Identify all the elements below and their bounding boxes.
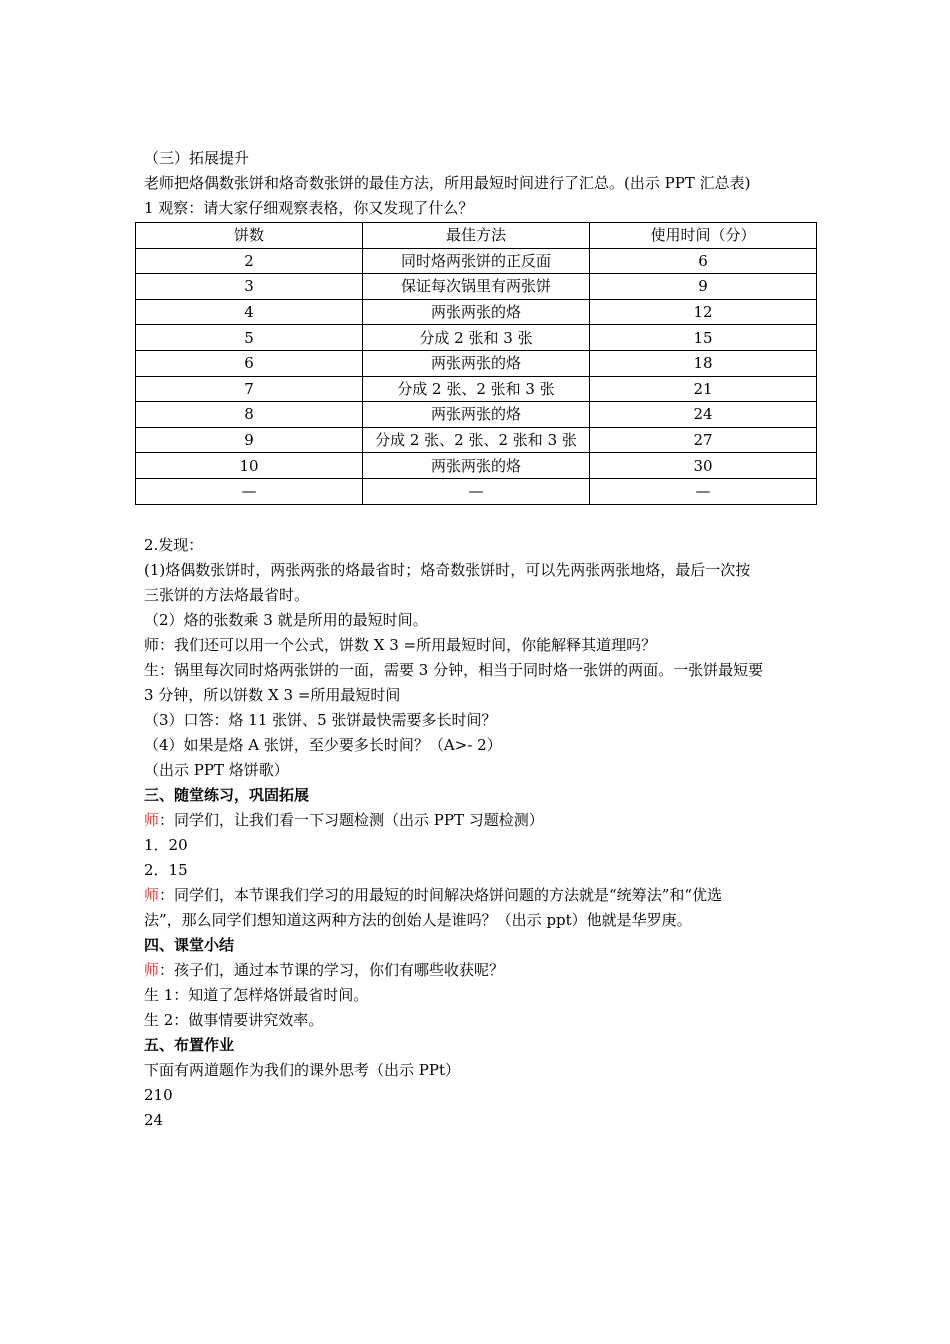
cell-method: 两张两张的烙 <box>363 299 590 325</box>
section-subheading: （三）拓展提升 <box>144 149 250 167</box>
table-row <box>136 402 817 428</box>
cell-time: 6 <box>590 248 817 274</box>
homework-intro: 下面有两道题作为我们的课外思考（出示 PPt） <box>144 1060 460 1079</box>
teacher-formula: 师：我们还可以用一个公式，饼数 X 3 =所用最短时间，你能解释其道理吗？ <box>144 635 657 654</box>
cell-count: 4 <box>136 299 363 325</box>
student-1-answer: 生 1：知道了怎样烙饼最省时间。 <box>144 985 369 1004</box>
cell-time: 24 <box>590 402 817 428</box>
section-3-teacher-line-1 <box>144 808 816 833</box>
section-3-teacher-line-2 <box>144 883 816 908</box>
cell-method: 分成 2 张和 3 张 <box>363 325 590 351</box>
cell-count: 8 <box>136 402 363 428</box>
table-row <box>136 427 817 453</box>
teacher-mark: 师 <box>144 810 160 829</box>
section-3-heading: 三、随堂练习，巩固拓展 <box>144 785 310 804</box>
header-cell-count: 饼数 <box>136 223 363 249</box>
cell-time: 18 <box>590 350 817 376</box>
section-4-heading: 四、课堂小结 <box>144 935 235 954</box>
header-cell-method: 最佳方法 <box>363 223 590 249</box>
a-cakes-question: （4）如果是烙 A 张饼，至少要多长时间？（A>- 2） <box>144 735 502 754</box>
homework-value-2: 24 <box>144 1110 164 1129</box>
summary-table-body <box>136 223 817 505</box>
cell-method: 两张两张的烙 <box>363 453 590 479</box>
finding-1-line-1: (1)烙偶数张饼时，两张两张的烙最省时；烙奇数张饼时，可以先两张两张地烙，最后一次按 <box>144 560 751 579</box>
student-2-answer: 生 2：做事情要讲究效率。 <box>144 1010 324 1029</box>
table-row <box>136 376 817 402</box>
cell-time: 21 <box>590 376 817 402</box>
findings-title: 2.发现： <box>144 535 204 554</box>
summary-table <box>135 222 817 505</box>
cell-count: 7 <box>136 376 363 402</box>
document-page <box>144 146 816 1133</box>
cell-method: 保证每次锅里有两张饼 <box>363 274 590 300</box>
teacher-text: ：同学们，让我们看一下习题检测（出示 PPT 习题检测） <box>159 810 544 829</box>
student-explain-line-2: 3 分钟，所以饼数 X 3 =所用最短时间 <box>144 685 401 704</box>
cell-count: 2 <box>136 248 363 274</box>
section-3-teacher-line-3: 法”，那么同学们想知道这两种方法的创始人是谁吗？（出示 ppt）他就是华罗庚。 <box>144 910 692 929</box>
cell-count: 6 <box>136 350 363 376</box>
cell-method: 两张两张的烙 <box>363 402 590 428</box>
header-cell-time: 使用时间（分） <box>590 223 817 249</box>
cell-time: 15 <box>590 325 817 351</box>
table-header-row <box>136 223 817 249</box>
table-row <box>136 453 817 479</box>
teacher-mark: 师 <box>144 885 160 904</box>
homework-value-1: 210 <box>144 1085 173 1104</box>
table-row <box>136 325 817 351</box>
finding-2: （2）烙的张数乘 3 就是所用的最短时间。 <box>144 610 428 629</box>
cell-time: — <box>590 478 817 504</box>
table-row <box>136 478 817 504</box>
section-5-heading: 五、布置作业 <box>144 1035 235 1054</box>
teacher-text: ：同学们，本节课我们学习的用最短的时间解决烙饼问题的方法就是“统筹法”和“优选 <box>159 885 723 904</box>
cell-count: 9 <box>136 427 363 453</box>
student-explain-line-1: 生：锅里每次同时烙两张饼的一面，需要 3 分钟，相当于同时烙一张饼的两面。一张饼最短要 <box>144 660 764 679</box>
spacer <box>144 505 816 533</box>
finding-1-line-2: 三张饼的方法烙最省时。 <box>144 585 310 604</box>
song-note: （出示 PPT 烙饼歌） <box>144 760 289 779</box>
observe-prompt: 1 观察：请大家仔细观察表格，你又发现了什么？ <box>144 199 474 217</box>
teacher-text: ：孩子们，通过本节课的学习，你们有哪些收获呢？ <box>159 960 505 979</box>
oral-question: （3）口答：烙 11 张饼、5 张饼最快需要多长时间？ <box>144 710 497 729</box>
cell-count: 5 <box>136 325 363 351</box>
intro-paragraph: 老师把烙偶数张饼和烙奇数张饼的最佳方法，所用最短时间进行了汇总。(出示 PPT 汇总表) <box>144 174 751 192</box>
table-row <box>136 299 817 325</box>
cell-time: 30 <box>590 453 817 479</box>
cell-count: 10 <box>136 453 363 479</box>
cell-time: 9 <box>590 274 817 300</box>
cell-method: 分成 2 张、2 张、2 张和 3 张 <box>363 427 590 453</box>
table-row <box>136 350 817 376</box>
answer-2: 2．15 <box>144 860 188 879</box>
cell-method: 两张两张的烙 <box>363 350 590 376</box>
table-row <box>136 248 817 274</box>
cell-method: 同时烙两张饼的正反面 <box>363 248 590 274</box>
cell-count: 3 <box>136 274 363 300</box>
section-4-teacher-line <box>144 958 816 983</box>
teacher-mark: 师 <box>144 960 160 979</box>
table-row <box>136 274 817 300</box>
cell-method: — <box>363 478 590 504</box>
cell-time: 27 <box>590 427 817 453</box>
answer-1: 1．20 <box>144 835 188 854</box>
cell-method: 分成 2 张、2 张和 3 张 <box>363 376 590 402</box>
cell-time: 12 <box>590 299 817 325</box>
cell-count: — <box>136 478 363 504</box>
